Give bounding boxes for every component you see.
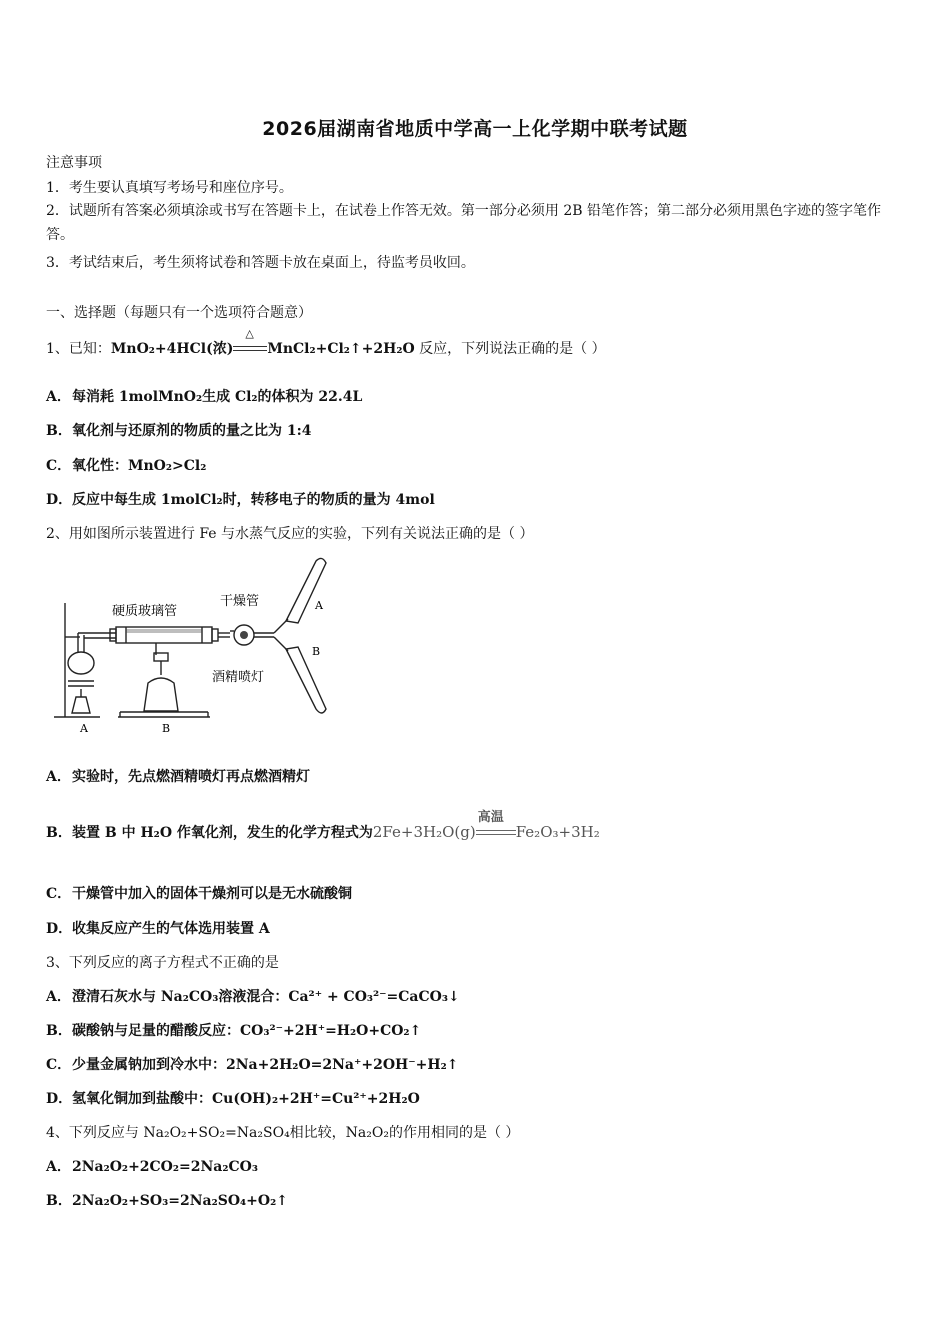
heat-condition: △ [245,327,254,340]
page-title: 2026届湖南省地质中学高一上化学期中联考试题 [262,118,688,140]
notice-item-2: 2．试题所有答案必须填涂或书写在答题卡上，在试卷上作答无效。第一部分必须用 2B 铅笔作答；第二部分必须用黑色字迹的签字笔作答。 [46,203,881,243]
reaction-equals [233,327,267,359]
q2-option-c: C．干燥管中加入的固体干燥剂可以是无水硫酸铜 [46,886,352,902]
question-2: 2、用如图所示装置进行 Fe 与水蒸气反应的实验，下列有关说法正确的是（ ） [46,526,534,542]
q2-option-d: D．收集反应产生的气体选用装置 A [46,921,270,937]
fig-label-tube-b: B [312,645,321,658]
q1-option-c: C．氧化性：MnO₂>Cl₂ [46,458,207,474]
q3-option-c: C．少量金属钠加到冷水中：2Na+2H₂O=2Na⁺+2OH⁻+H₂↑ [46,1057,459,1073]
q1-option-d: D．反应中每生成 1molCl₂时，转移电子的物质的量为 4mol [46,492,435,508]
fig-label-dryer: 干燥管 [220,594,260,609]
fig-label-a: A [80,722,88,735]
fig-label-tube-a: A [315,599,323,612]
q1-option-b: B．氧化剂与还原剂的物质的量之比为 1:4 [46,423,312,439]
notice-heading: 注意事项 [46,155,102,171]
q1-rhs: MnCl₂+Cl₂↑+2H₂O [267,341,415,357]
q2-b-lhs: 2Fe+3H₂O(g) [372,823,476,841]
q2-b-rhs: Fe₂O₃+3H₂ [515,823,600,841]
fig-label-b: B [162,722,171,735]
q3-option-a: A．澄清石灰水与 Na₂CO₃溶液混合：Ca²⁺ + CO₃²⁻=CaCO₃↓ [46,989,460,1005]
q3-option-b: B．碳酸钠与足量的醋酸反应：CO₃²⁻+2H⁺=H₂O+CO₂↑ [46,1023,422,1039]
q1-lhs: MnO₂+4HCl(浓) [110,341,234,357]
q2-option-a: A．实验时，先点燃酒精喷灯再点燃酒精灯 [46,769,310,785]
q2-option-b: B．装置 B 中 H₂O 作氧化剂，发生的化学方程式为2Fe+3H₂O(g) 高温 Fe₂O₃+3H₂ [46,822,600,844]
fig-label-lamp: 酒精喷灯 [212,670,265,685]
q4-option-b: B．2Na₂O₂+SO₃=2Na₂SO₄+O₂↑ [46,1193,288,1209]
section-heading: 一、选择题（每题只有一个选项符合题意） [46,305,312,321]
notice-item-1: 1．考生要认真填写考场号和座位序号。 [46,180,293,196]
apparatus-figure [46,555,346,737]
question-3: 3、下列反应的离子方程式不正确的是 [46,955,279,971]
q4-option-a: A．2Na₂O₂+2CO₂=2Na₂CO₃ [46,1159,258,1175]
q3-option-d: D．氢氧化铜加到盐酸中：Cu(OH)₂+2H⁺=Cu²⁺+2H₂O [46,1091,420,1107]
q1-tail: 反应，下列说法正确的是（ ） [419,341,606,357]
q1-option-a: A．每消耗 1molMnO₂生成 Cl₂的体积为 22.4L [46,389,363,405]
high-temp-equals [476,810,516,844]
fig-label-tube: 硬质玻璃管 [112,604,178,619]
question-1 [46,327,606,359]
question-4: 4、下列反应与 Na₂O₂+SO₂=Na₂SO₄相比较，Na₂O₂的作用相同的是（ ） [46,1125,520,1141]
q1-number: 1、已知： [46,341,111,357]
notice-item-3: 3．考试结束后，考生须将试卷和答题卡放在桌面上，待监考员收回。 [46,255,475,271]
high-temp-condition: 高温 [477,810,504,825]
